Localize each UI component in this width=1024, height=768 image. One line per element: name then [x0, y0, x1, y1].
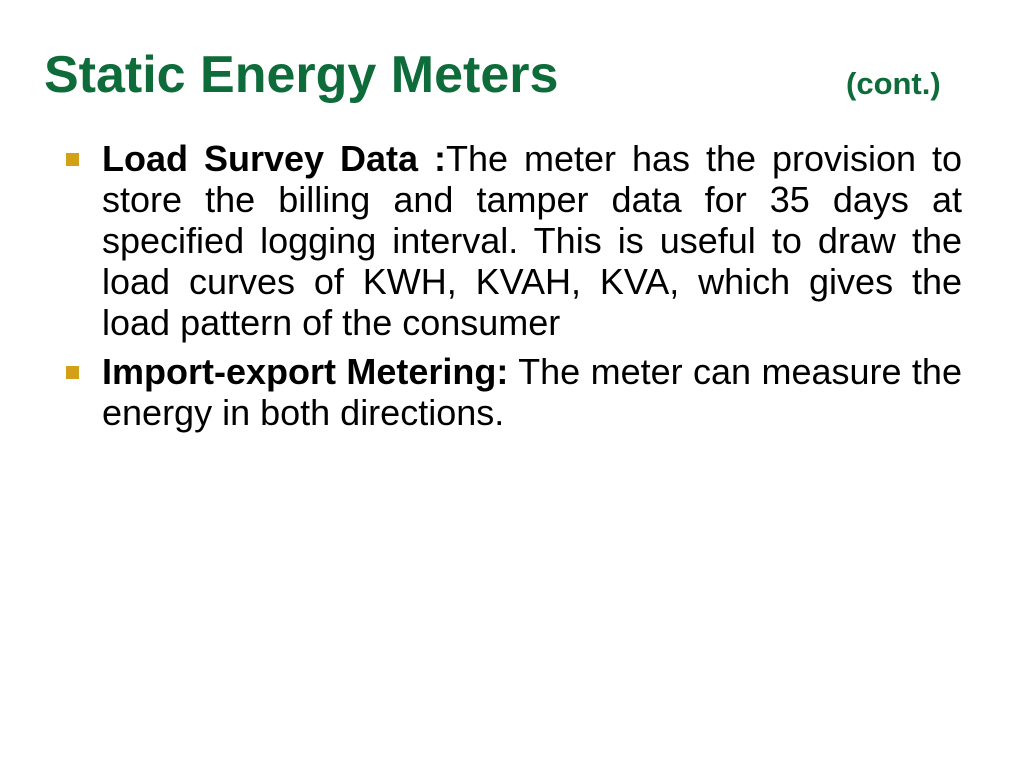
square-bullet-icon — [66, 366, 79, 379]
bullet-term: Load Survey Data : — [102, 138, 446, 179]
bullet-list — [102, 138, 962, 441]
slide-title: Static Energy Meters — [44, 46, 559, 104]
slide-subtitle: (cont.) — [846, 66, 941, 101]
bullet-item-load-survey — [102, 138, 962, 343]
square-bullet-icon — [66, 153, 79, 166]
bullet-term: Import-export Metering: — [102, 351, 509, 392]
bullet-text: The meter can measure the energy in both directions. — [102, 351, 962, 433]
bullet-item-import-export — [102, 351, 962, 433]
bullet-text: The meter has the provision to store the billing and tamper data for 35 days at specified logging interval. This is useful to draw the load curves of KWH, KVAH, KVA, which gives the load pattern of the consumer — [102, 138, 962, 343]
